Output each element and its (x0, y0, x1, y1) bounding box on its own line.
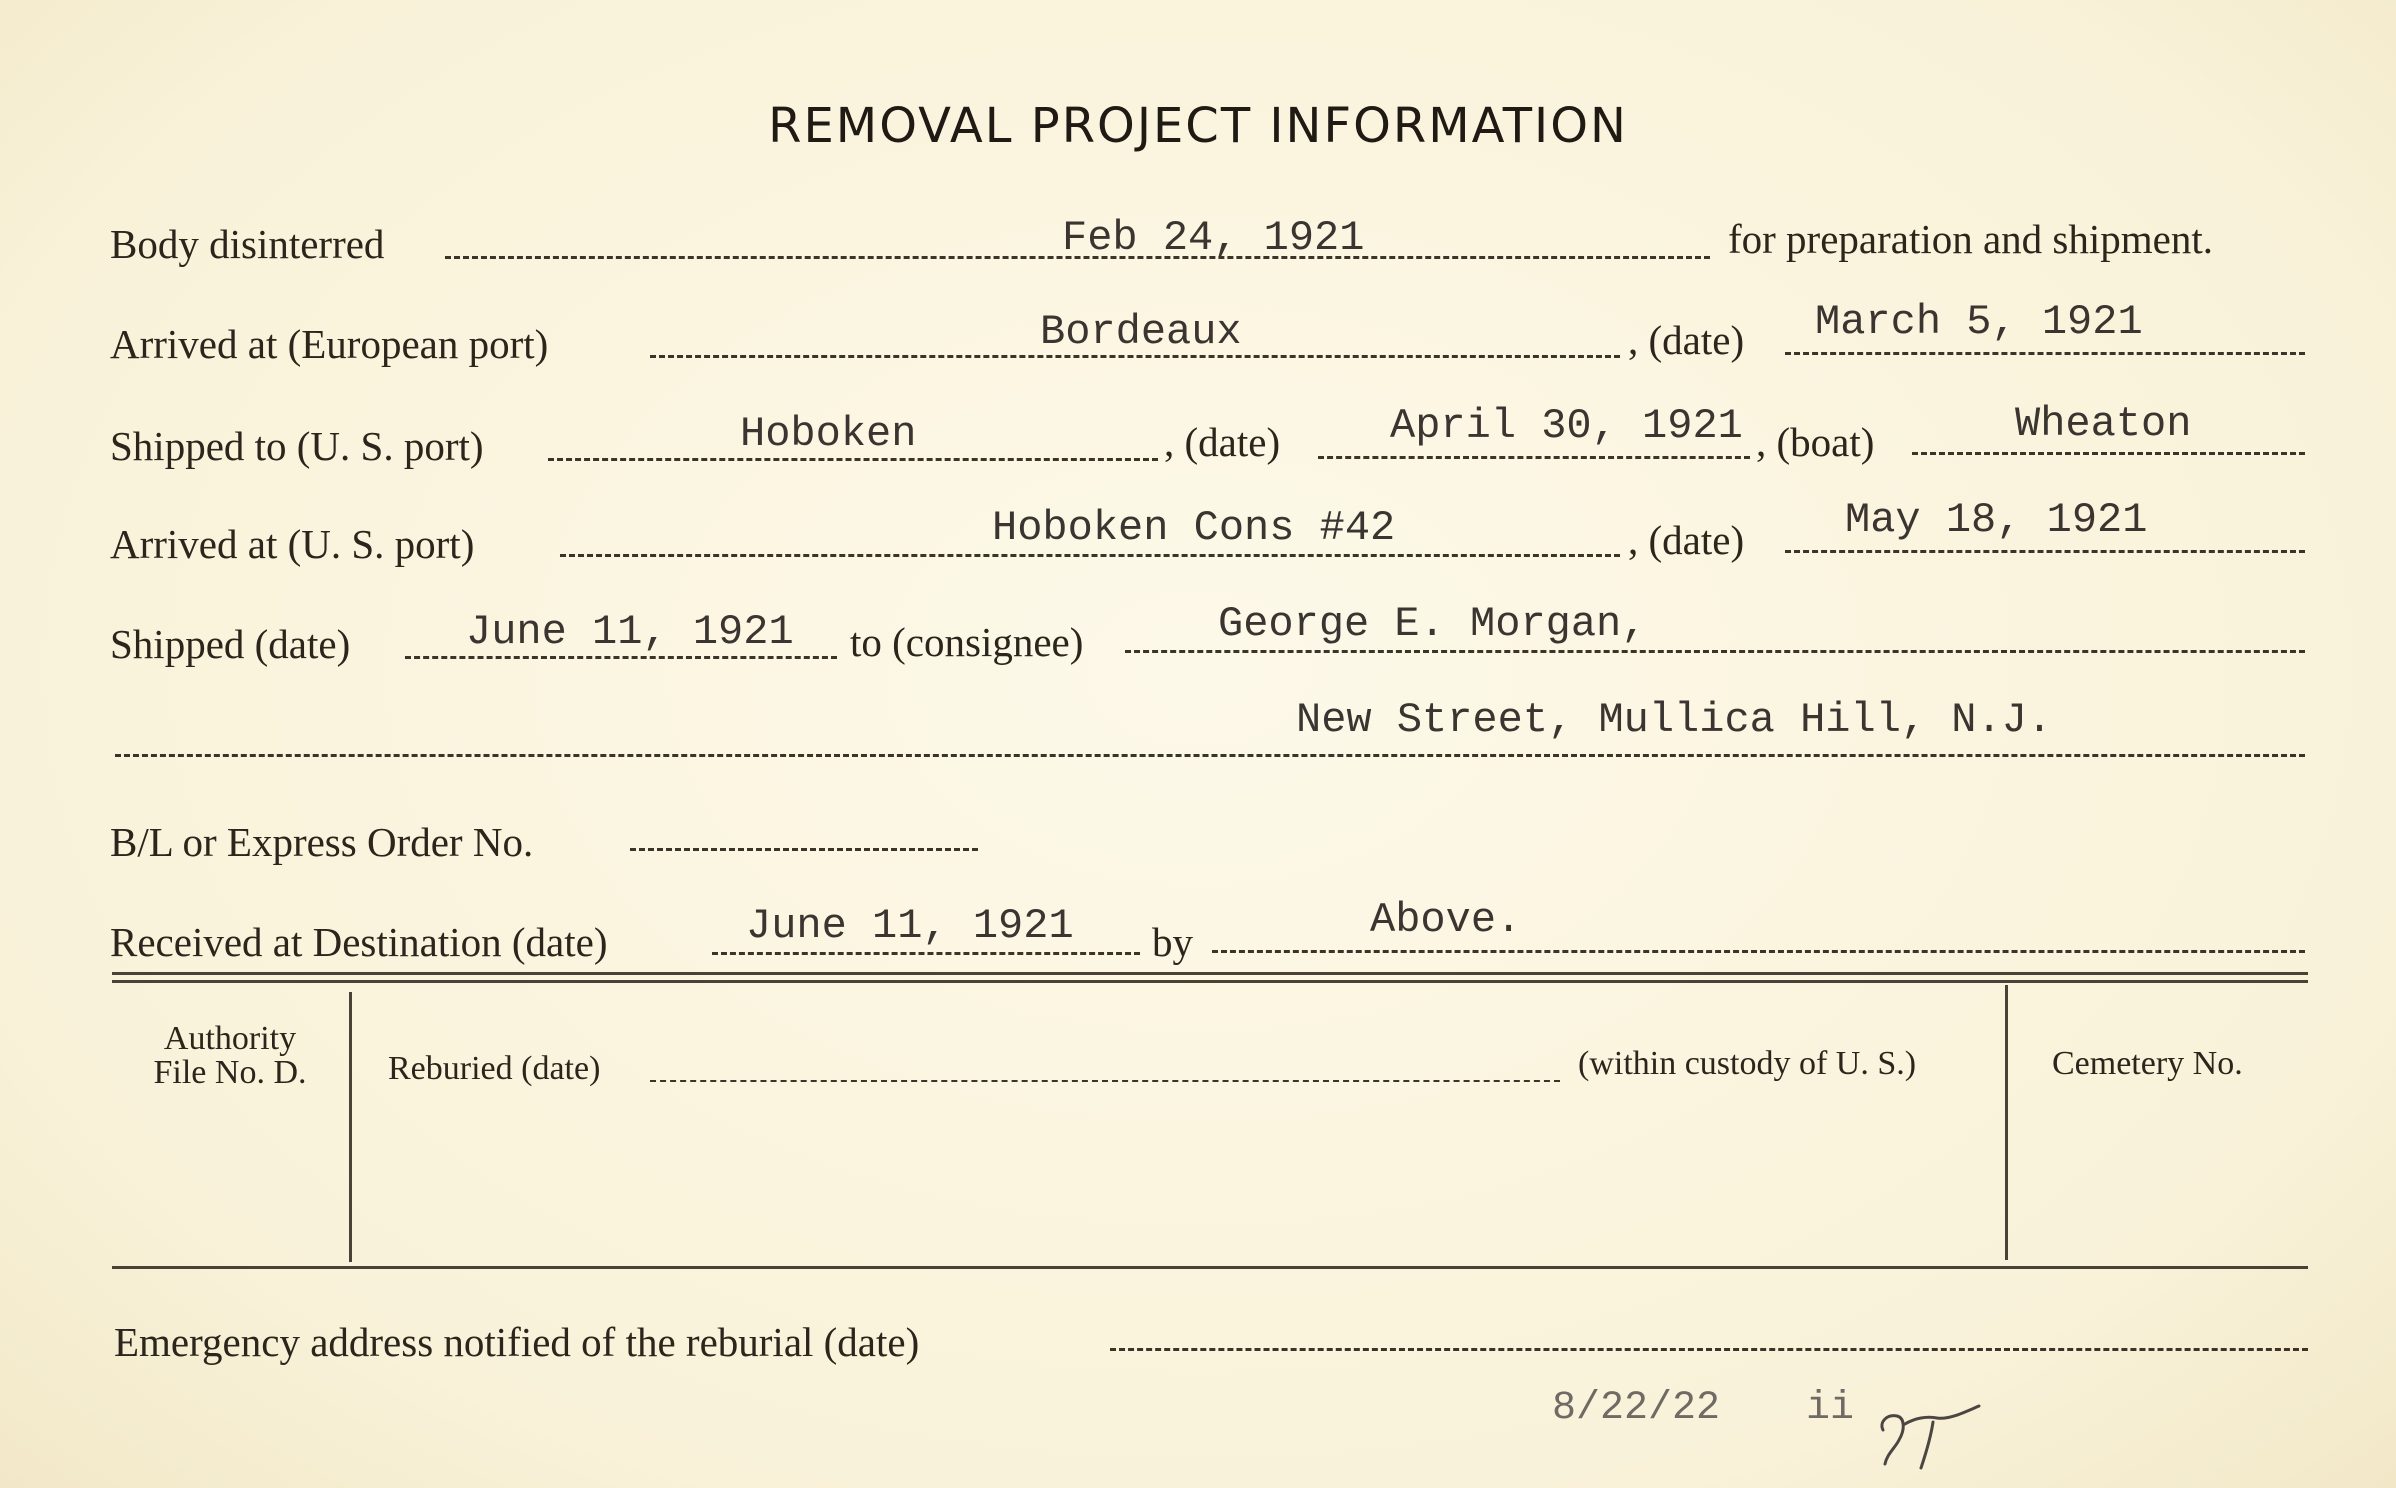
arrived-us-date[interactable]: May 18, 1921 (1845, 496, 2148, 544)
arrived-us-line (560, 554, 1620, 557)
arrived-us-date-label: , (date) (1628, 517, 1745, 563)
shipped-us-boat-line (1912, 452, 2305, 455)
box-top-rule-1 (112, 972, 2308, 975)
footer-code: ii (1806, 1386, 1855, 1431)
received-line (712, 952, 1140, 955)
arrived-us-date-line (1785, 550, 2305, 553)
handwritten-initials-signature (1875, 1392, 1985, 1482)
disinterred-suffix: for preparation and shipment. (1728, 216, 2214, 262)
received-by-line (1212, 950, 2305, 953)
authority-label-line2: File No. D. (153, 1054, 307, 1091)
address-line (115, 754, 2305, 757)
received-label: Received at Destination (date) (110, 919, 608, 965)
disinterred-value[interactable]: Feb 24, 1921 (1062, 214, 1365, 262)
shipped-us-value[interactable]: Hoboken (740, 410, 917, 458)
reburied-label: Reburied (date) (388, 1050, 601, 1087)
shipped-us-date-line (1318, 456, 1750, 459)
european-port-date-line (1785, 352, 2305, 355)
shipped-us-date[interactable]: April 30, 1921 (1390, 402, 1743, 450)
european-port-date[interactable]: March 5, 1921 (1815, 298, 2143, 346)
received-by-value[interactable]: Above. (1370, 896, 1522, 944)
arrived-us-label: Arrived at (U. S. port) (110, 521, 475, 567)
shipped-us-boat-label: , (boat) (1756, 419, 1875, 465)
shipped-date-line (405, 656, 837, 659)
consignee-label: to (consignee) (850, 619, 1084, 665)
bl-line[interactable] (630, 848, 978, 851)
box-divider-right (2005, 985, 2008, 1260)
shipped-us-date-label: , (date) (1164, 419, 1281, 465)
box-top-rule-2 (112, 980, 2308, 983)
shipped-us-boat[interactable]: Wheaton (2015, 400, 2192, 448)
shipped-us-line (548, 458, 1158, 461)
bl-label: B/L or Express Order No. (110, 819, 534, 865)
european-port-date-label: , (date) (1628, 317, 1745, 363)
reburied-line[interactable] (650, 1080, 1560, 1082)
footer-date-stamp: 8/22/22 (1552, 1386, 1721, 1431)
arrived-us-value[interactable]: Hoboken Cons #42 (992, 504, 1396, 552)
european-port-label: Arrived at (European port) (110, 321, 549, 367)
received-value[interactable]: June 11, 1921 (746, 902, 1074, 950)
shipped-date-label: Shipped (date) (110, 621, 351, 667)
emergency-line[interactable] (1110, 1348, 2308, 1351)
disinterred-label: Body disinterred (110, 221, 385, 267)
emergency-label: Emergency address notified of the reburial (date) (114, 1319, 920, 1365)
custody-label: (within custody of U. S.) (1578, 1045, 1917, 1082)
european-port-value[interactable]: Bordeaux (1040, 308, 1242, 356)
consignee-value[interactable]: George E. Morgan, (1218, 600, 1647, 648)
shipped-date-value[interactable]: June 11, 1921 (466, 608, 794, 656)
received-by-label: by (1152, 919, 1193, 965)
cemetery-label: Cemetery No. (2052, 1045, 2243, 1082)
address-value[interactable]: New Street, Mullica Hill, N.J. (1296, 696, 2053, 744)
authority-label-line1: Authority (163, 1020, 297, 1057)
shipped-us-label: Shipped to (U. S. port) (110, 423, 484, 469)
box-bottom-rule (112, 1266, 2308, 1269)
box-divider-left (349, 992, 352, 1262)
consignee-line (1125, 650, 2305, 653)
card-title: REMOVAL PROJECT INFORMATION (768, 98, 1628, 154)
